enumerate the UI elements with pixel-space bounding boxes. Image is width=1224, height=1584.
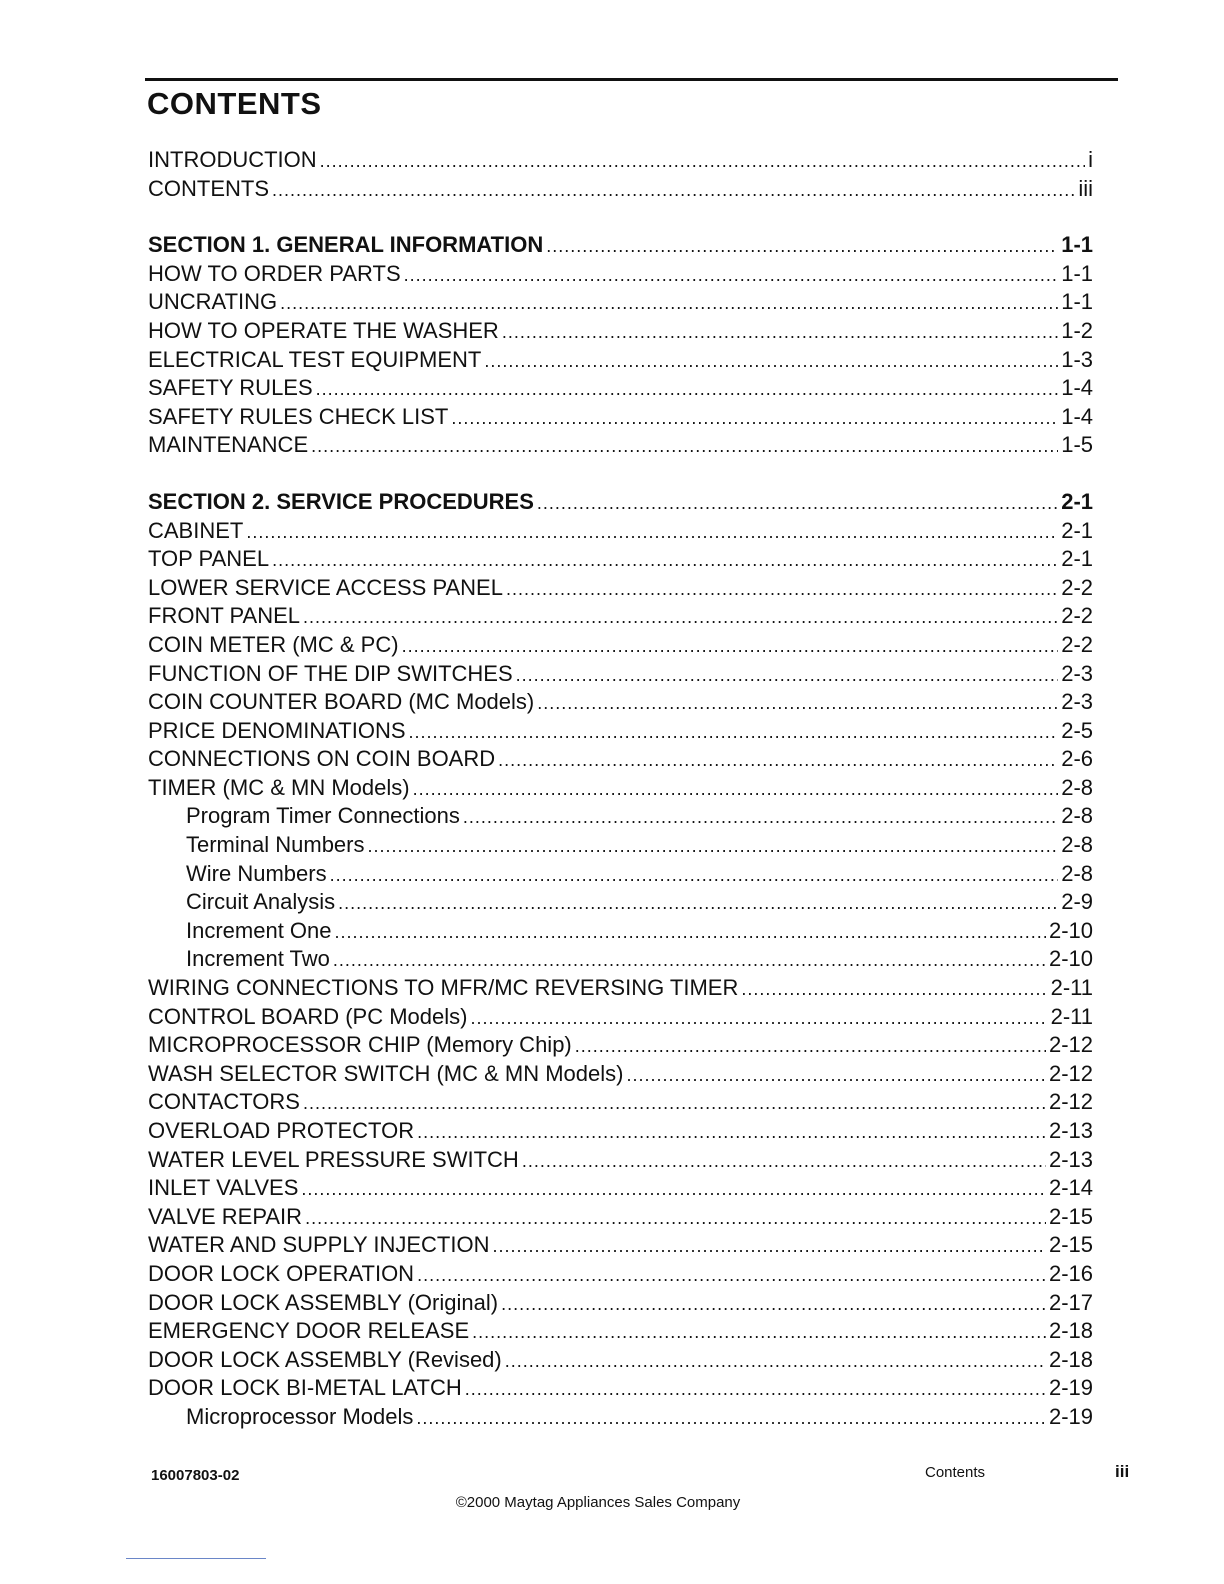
toc-entry-page: 2-12 xyxy=(1048,1089,1093,1115)
toc-entry xyxy=(148,1260,1093,1289)
toc-entry xyxy=(148,1031,1093,1060)
dot-leader xyxy=(404,261,1059,290)
dot-leader xyxy=(417,1261,1046,1290)
toc-entry-page: 2-8 xyxy=(1061,832,1093,858)
dot-leader xyxy=(311,432,1058,461)
toc-entry xyxy=(148,945,1093,974)
toc-entry-page: 2-10 xyxy=(1048,946,1093,972)
toc-entry-label: VALVE REPAIR xyxy=(148,1203,303,1229)
toc-entry xyxy=(148,545,1093,574)
toc-entry xyxy=(148,1374,1093,1403)
toc-entry xyxy=(148,374,1093,403)
toc-entry xyxy=(148,1403,1093,1432)
dot-leader xyxy=(368,832,1059,861)
toc-entry-label: INTRODUCTION xyxy=(148,147,317,172)
toc-entry-page: 2-17 xyxy=(1048,1289,1093,1315)
dot-leader xyxy=(303,603,1058,632)
toc-entry-label: CONTENTS xyxy=(148,175,269,201)
toc-entry xyxy=(148,774,1093,803)
toc-entry-page: 1-2 xyxy=(1061,317,1093,343)
page-title: CONTENTS xyxy=(147,86,322,121)
toc-entry-page: 2-13 xyxy=(1048,1146,1093,1172)
toc-entry xyxy=(148,1346,1093,1375)
dot-leader xyxy=(338,889,1058,918)
dot-leader xyxy=(470,1004,1047,1033)
toc-entry-label: COIN METER (MC & PC) xyxy=(148,631,399,657)
scan-artifact-line xyxy=(126,1558,266,1559)
toc-entry-page: 2-12 xyxy=(1048,1032,1093,1058)
footer-section-name: Contents xyxy=(925,1464,986,1481)
toc-entry xyxy=(148,288,1093,317)
toc-entry-label: Wire Numbers xyxy=(186,860,327,886)
toc-entry-label: EMERGENCY DOOR RELEASE xyxy=(148,1318,470,1344)
toc-entry xyxy=(148,974,1093,1003)
toc-section-heading xyxy=(148,231,1093,260)
dot-leader xyxy=(272,176,1075,205)
toc-entry xyxy=(148,146,1093,175)
toc-entry-page: 2-3 xyxy=(1061,689,1093,715)
toc-entry-label: WASH SELECTOR SWITCH (MC & MN Models) xyxy=(148,1060,624,1086)
dot-leader xyxy=(402,632,1059,661)
toc-entry-label: FRONT PANEL xyxy=(148,603,300,629)
toc-entry-label: LOWER SERVICE ACCESS PANEL xyxy=(148,574,503,600)
toc-entry xyxy=(148,1203,1093,1232)
toc-entry-page: i xyxy=(1088,147,1093,172)
dot-leader xyxy=(465,1375,1046,1404)
toc-entry-label: SAFETY RULES xyxy=(148,375,313,401)
toc-entry xyxy=(148,260,1093,289)
dot-leader xyxy=(416,1404,1046,1433)
dot-leader xyxy=(246,518,1058,547)
dot-leader xyxy=(741,975,1047,1004)
document-number: 16007803-02 xyxy=(151,1467,240,1484)
dot-leader xyxy=(575,1032,1046,1061)
toc-entry xyxy=(148,1003,1093,1032)
toc-entry-label: Program Timer Connections xyxy=(186,803,460,829)
dot-leader xyxy=(451,404,1058,433)
toc-entry-page: 2-1 xyxy=(1061,546,1093,572)
toc-entry xyxy=(148,688,1093,717)
toc-section-heading xyxy=(148,488,1093,517)
toc-entry xyxy=(148,403,1093,432)
toc-entry-page: 2-8 xyxy=(1061,803,1093,829)
dot-leader xyxy=(280,289,1058,318)
toc-entry xyxy=(148,346,1093,375)
toc-entry-label: SECTION 1. GENERAL INFORMATION xyxy=(148,232,544,258)
toc-entry xyxy=(148,431,1093,460)
toc-entry-label: WATER AND SUPPLY INJECTION xyxy=(148,1232,490,1258)
dot-leader xyxy=(320,147,1085,176)
table-of-contents xyxy=(148,146,1093,1432)
toc-entry xyxy=(148,574,1093,603)
toc-entry xyxy=(148,1289,1093,1318)
toc-entry-page: 2-18 xyxy=(1048,1318,1093,1344)
toc-entry-label: Circuit Analysis xyxy=(186,889,336,915)
toc-entry xyxy=(148,1060,1093,1089)
toc-entry xyxy=(148,517,1093,546)
toc-entry-label: TIMER (MC & MN Models) xyxy=(148,774,410,800)
dot-leader xyxy=(303,1089,1046,1118)
toc-entry-label: Increment One xyxy=(186,917,332,943)
toc-entry xyxy=(148,1088,1093,1117)
toc-entry xyxy=(148,917,1093,946)
toc-entry-label: DOOR LOCK ASSEMBLY (Original) xyxy=(148,1289,499,1315)
toc-entry-label: CONTACTORS xyxy=(148,1089,300,1115)
toc-entry-page: 2-2 xyxy=(1061,631,1093,657)
toc-entry-label: CONNECTIONS ON COIN BOARD xyxy=(148,746,496,772)
toc-entry xyxy=(148,1146,1093,1175)
toc-entry-page: 2-2 xyxy=(1061,603,1093,629)
dot-leader xyxy=(537,489,1058,518)
dot-leader xyxy=(330,861,1059,890)
toc-entry xyxy=(148,831,1093,860)
dot-leader xyxy=(335,918,1046,947)
dot-leader xyxy=(272,546,1058,575)
dot-leader xyxy=(502,318,1058,347)
toc-entry-label: Terminal Numbers xyxy=(186,832,365,858)
toc-entry-page: 2-5 xyxy=(1061,717,1093,743)
dot-leader xyxy=(301,1175,1046,1204)
toc-entry-label: Microprocessor Models xyxy=(186,1403,414,1429)
toc-entry-page: 2-19 xyxy=(1048,1403,1093,1429)
copyright-notice: ©2000 Maytag Appliances Sales Company xyxy=(455,1494,741,1511)
toc-entry-page: 2-11 xyxy=(1050,975,1093,1001)
toc-entry-label: OVERLOAD PROTECTOR xyxy=(148,1118,415,1143)
dot-leader xyxy=(522,1147,1046,1176)
toc-entry-page: 2-2 xyxy=(1061,574,1093,600)
toc-entry-label: MAINTENANCE xyxy=(148,432,309,458)
toc-entry-label: FUNCTION OF THE DIP SWITCHES xyxy=(148,660,513,686)
toc-entry-label: SECTION 2. SERVICE PROCEDURES xyxy=(148,488,534,514)
toc-entry-label: HOW TO ORDER PARTS xyxy=(148,260,401,286)
toc-entry xyxy=(148,1231,1093,1260)
toc-entry-page: 2-15 xyxy=(1048,1203,1093,1229)
toc-entry-label: TOP PANEL xyxy=(148,546,270,572)
dot-leader xyxy=(417,1118,1046,1147)
dot-leader xyxy=(516,661,1059,690)
toc-entry-page: 1-1 xyxy=(1061,260,1093,286)
toc-entry-page: 2-10 xyxy=(1048,917,1093,943)
toc-entry xyxy=(148,802,1093,831)
dot-leader xyxy=(492,1232,1045,1261)
toc-entry xyxy=(148,1117,1093,1146)
toc-entry-page: 2-11 xyxy=(1050,1003,1093,1029)
toc-entry-page: 1-1 xyxy=(1061,232,1093,258)
toc-entry-label: WATER LEVEL PRESSURE SWITCH xyxy=(148,1146,519,1172)
toc-entry-page: 2-6 xyxy=(1061,746,1093,772)
dot-leader xyxy=(498,746,1058,775)
dot-leader xyxy=(413,775,1059,804)
dot-leader xyxy=(333,946,1046,975)
toc-entry-label: COIN COUNTER BOARD (MC Models) xyxy=(148,689,535,715)
toc-entry-page: 1-3 xyxy=(1061,346,1093,372)
dot-leader xyxy=(472,1318,1046,1347)
toc-entry xyxy=(148,1174,1093,1203)
toc-entry-label: DOOR LOCK OPERATION xyxy=(148,1260,415,1286)
toc-entry-label: DOOR LOCK ASSEMBLY (Revised) xyxy=(148,1346,502,1372)
dot-leader xyxy=(316,375,1059,404)
toc-entry xyxy=(148,175,1093,204)
toc-entry xyxy=(148,631,1093,660)
dot-leader xyxy=(409,718,1059,747)
dot-leader xyxy=(537,689,1058,718)
toc-entry-page: 2-1 xyxy=(1061,517,1093,543)
toc-entry xyxy=(148,602,1093,631)
toc-entry-label: PRICE DENOMINATIONS xyxy=(148,717,406,743)
toc-entry xyxy=(148,745,1093,774)
toc-entry-label: CONTROL BOARD (PC Models) xyxy=(148,1003,468,1029)
toc-entry-label: INLET VALVES xyxy=(148,1175,299,1201)
header-rule xyxy=(145,78,1118,81)
dot-leader xyxy=(506,575,1058,604)
toc-entry-page: 2-1 xyxy=(1061,488,1093,514)
toc-entry xyxy=(148,860,1093,889)
dot-leader xyxy=(626,1061,1045,1090)
toc-entry-page: iii xyxy=(1078,175,1093,201)
toc-entry-page: 1-5 xyxy=(1061,432,1093,458)
toc-entry-page: 2-3 xyxy=(1061,660,1093,686)
toc-entry-page: 2-18 xyxy=(1048,1346,1093,1372)
toc-entry-page: 1-1 xyxy=(1061,289,1093,315)
toc-entry-label: DOOR LOCK BI-METAL LATCH xyxy=(148,1375,462,1401)
toc-entry-label: Increment Two xyxy=(186,946,330,972)
dot-leader xyxy=(463,803,1058,832)
dot-leader xyxy=(305,1204,1046,1233)
toc-entry xyxy=(148,317,1093,346)
toc-entry-page: 2-8 xyxy=(1061,774,1093,800)
toc-entry-page: 2-19 xyxy=(1048,1375,1093,1401)
toc-entry-page: 2-14 xyxy=(1048,1175,1093,1201)
toc-entry xyxy=(148,660,1093,689)
toc-entry-page: 2-16 xyxy=(1048,1260,1093,1286)
page-number: iii xyxy=(1115,1462,1130,1481)
toc-entry-page: 2-15 xyxy=(1048,1232,1093,1258)
toc-entry-page: 2-9 xyxy=(1061,889,1093,915)
toc-entry-label: MICROPROCESSOR CHIP (Memory Chip) xyxy=(148,1032,572,1058)
dot-leader xyxy=(501,1290,1046,1319)
toc-entry-page: 1-4 xyxy=(1061,375,1093,401)
toc-entry-label: WIRING CONNECTIONS TO MFR/MC REVERSING TIMER xyxy=(148,975,739,1001)
toc-entry-label: ELECTRICAL TEST EQUIPMENT xyxy=(148,346,482,372)
dot-leader xyxy=(484,347,1058,376)
toc-entry-page: 2-12 xyxy=(1048,1060,1093,1086)
dot-leader xyxy=(546,232,1058,261)
toc-entry-label: UNCRATING xyxy=(148,289,278,315)
toc-entry-label: HOW TO OPERATE THE WASHER xyxy=(148,317,499,343)
toc-entry-page: 2-13 xyxy=(1048,1118,1093,1143)
toc-entry-label: CABINET xyxy=(148,517,244,543)
toc-entry xyxy=(148,888,1093,917)
toc-entry-page: 1-4 xyxy=(1061,403,1093,429)
dot-leader xyxy=(505,1347,1046,1376)
toc-entry xyxy=(148,717,1093,746)
toc-entry-page: 2-8 xyxy=(1061,860,1093,886)
toc-entry xyxy=(148,1317,1093,1346)
toc-entry-label: SAFETY RULES CHECK LIST xyxy=(148,403,449,429)
